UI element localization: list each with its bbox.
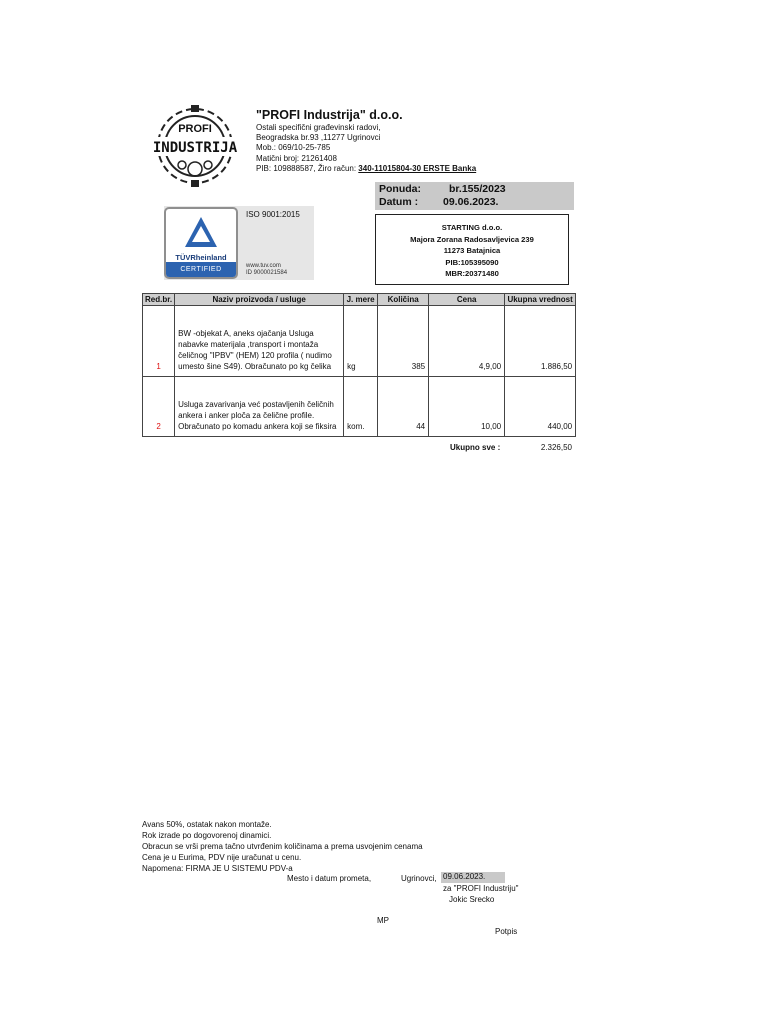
triangle-icon [183,215,219,249]
client-city: 11273 Batajnica [443,246,501,256]
company-info [256,108,476,174]
row-price: 10,00 [429,377,505,437]
offer-date-label: Datum : [379,196,419,208]
tuv-website: www.tuv.com [246,263,281,269]
stamp-placeholder: MP [377,916,389,925]
col-header-no: Red.br. [143,294,175,306]
table-row [143,377,576,437]
iso-standard: ISO 9001:2015 [246,210,300,219]
tuv-certified-label: CERTIFIED [166,262,236,277]
footer-date: 09.06.2023. [441,872,505,883]
offer-box [375,182,574,210]
footer-city: Ugrinovci, [401,874,437,883]
client-name: STARTING d.o.o. [441,223,503,232]
company-pib-line [256,164,476,174]
logo-text-top: PROFI [178,123,212,135]
logo-text-bottom: INDUSTRIJA [152,140,238,156]
col-header-qty: Količina [378,294,429,306]
col-header-price: Cena [429,294,505,306]
company-account: 340-11015804-30 ERSTE Banka [358,163,477,173]
company-reg-no: Matični broj: 21261408 [256,153,337,163]
offer-number-label: Ponuda: [379,183,421,195]
company-address: Beogradska br.93 ,11277 Ugrinovci [256,133,381,143]
items-table [142,293,576,437]
tuv-id: ID 9000021584 [246,270,288,276]
row-description: BW -objekat A, aneks ojačanja Usluga nabavke materijala ,transport i montaža čeličnog "IPBV" (HEM) 120 profila ( nudimo umesto šine S49). Obračunato po kg čelika [175,306,344,377]
signature-label: Potpis [495,927,518,936]
row-number: 1 [143,306,175,377]
note-line: Avans 50%, ostatak nakon montaže. [142,820,272,829]
offer-date: 09.06.2023. [443,196,499,208]
client-mbr: MBR:20371480 [445,269,499,279]
place-date-label: Mesto i datum prometa, [287,874,372,883]
row-unit: kom. [344,377,378,437]
client-box [375,214,569,285]
note-line: Obracun se vrši prema tačno utvrđenim količinama a prema usvojenim cenama [142,842,423,851]
row-quantity: 385 [378,306,429,377]
company-activity: Ostali specifični građevinski radovi, [256,123,381,132]
signatory-company: za "PROFI Industriju" [443,884,519,893]
company-mobile: Mob.: 069/10-25-785 [256,143,331,153]
company-pib: PIB: 109888587, Žiro račun: [256,163,359,173]
tuv-brand: TÜVRheinland [175,253,227,262]
col-header-unit: J. mere [344,294,378,306]
company-name: "PROFI Industrija" d.o.o. [256,108,403,122]
table-header-row [143,294,576,306]
col-header-total: Ukupna vrednost [505,294,576,306]
row-total: 440,00 [505,377,576,437]
grand-total-value: 2.326,50 [540,443,572,452]
client-street: Majora Zorana Radosavljevica 239 [410,234,534,244]
note-line: Rok izrade po dogovorenoj dinamici. [142,831,272,840]
row-unit: kg [344,306,378,377]
signatory-name: Jokic Srecko [449,895,495,904]
row-description: Usluga zavarivanja već postavljenih čeličnih ankera i anker ploča za čelične profile. Obračunato po komadu ankera koji se fiksira [175,377,344,437]
table-row [143,306,576,377]
row-price: 4,9,00 [429,306,505,377]
company-logo [142,103,248,189]
grand-total-label: Ukupno sve : [450,443,501,452]
tuv-certified-badge [164,207,238,279]
notes-block [142,819,423,874]
col-header-name: Naziv proizvoda / usluge [175,294,344,306]
note-line: Napomena: FIRMA JE U SISTEMU PDV-a [142,864,293,873]
row-total: 1.886,50 [505,306,576,377]
offer-number: br.155/2023 [449,183,506,195]
note-line: Cena je u Eurima, PDV nije uračunat u cenu. [142,853,302,862]
tuv-web-info [246,263,287,277]
row-number: 2 [143,377,175,437]
row-quantity: 44 [378,377,429,437]
client-pib: PIB:105395090 [445,257,499,267]
